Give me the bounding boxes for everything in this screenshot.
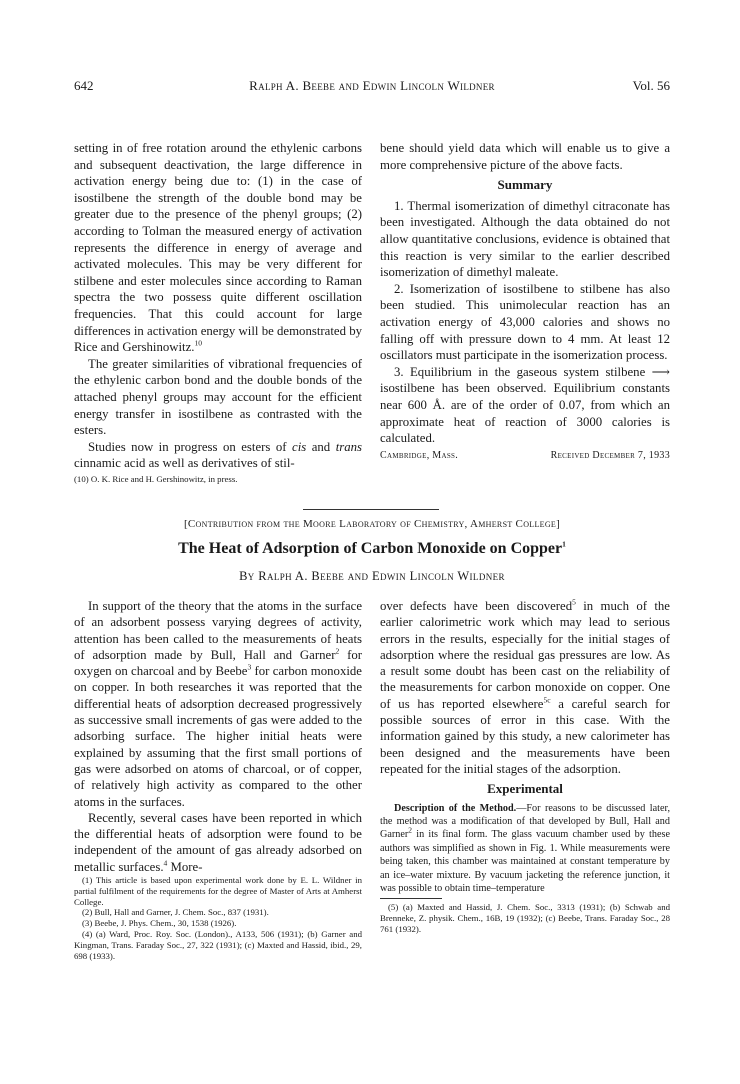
paragraph: In support of the theory that the atoms in the surface of an adsorbent possess varying degrees of activity, attention has been called to the measurements of heats of adsorption made by Bull, Hall and Garner$^2$ for oxygen on charcoal and by Beebe$^3$ for carbon monoxide on copper. In both researches it was reported that the differential heats of adsorption decreased progressively as successive small increments of gas were added to the adsorbing surface. The higher initial heats were explained by assuming that the first small portions of gas were adsorbed on atoms of charcoal, or of copper, of relatively high activity as compared to the other atoms in the surfaces. (74, 599, 362, 809)
paragraph: bene should yield data which will enable us to give a more comprehensive picture of the above facts. (380, 141, 670, 172)
method-lead: Description of the Method. (394, 802, 517, 814)
contribution-line: [Contribution from the Moore Laboratory of Chemistry, Amherst College] (183, 518, 561, 530)
footnotes (74, 875, 362, 961)
summary-heading: Summary (497, 177, 553, 193)
running-header (74, 78, 670, 98)
summary-item: 2. Isomerization of isostilbene to stilbene has also been studied. This unimolecular reaction has an activation energy of 43,000 calories and shows no falling off with pressure down to 4 mm. At least 12 oscillators must participate in the isomerization process. (380, 281, 670, 363)
footnote: (2) Bull, Hall and Garner, J. Chem. Soc., 837 (1931). (82, 907, 269, 918)
footnote: (10) O. K. Rice and H. Gershinowitz, in press. (74, 473, 238, 484)
paragraph: setting in of free rotation around the ethylenic carbons and subsequent deactivation, the large difference in activation energy being due to: (1) in the case of isostilbene the strength of the double bond may be greater due to the presence of the phenyl groups; (2) according to Tolman the measured energy of activation represents the difference in energy of average and activated molecules. This may be very different for stilbene and ester molecules since according to Raman spectra the two possess quite different oscillation frequencies. That this could account for large differences in activation energy will be demonstrated by Rice and Gershinowitz.$^{10}$ (74, 141, 362, 355)
top-right-column (380, 140, 670, 464)
running-title: Ralph A. Beebe and Edwin Lincoln Wildner (249, 78, 495, 93)
footnote-rule (380, 898, 442, 899)
article-title: The Heat of Adsorption of Carbon Monoxide on Copper$^1$ (178, 539, 566, 557)
bottom-left-column (74, 598, 362, 961)
summary-item: 3. Equilibrium in the gaseous system stilbene ⟶ isostilbene has been observed. Equilibrium constants near 600 Å. are of the order of 0.07, from which an approximate heat of reaction of 3000 calories is calculated. (380, 364, 670, 446)
footnotes (380, 902, 670, 934)
paragraph: Studies now in progress on esters of cis and trans cinnamic acid as well as derivatives of stil- (74, 439, 362, 471)
volume-label: Vol. 56 (632, 78, 670, 93)
footnote: (1) This article is based upon experimental work done by E. L. Wildner in partial fulfilment of the requirements for the degree of Master of Arts at Amherst College. (74, 875, 362, 907)
footnote-ref: 10 (194, 338, 202, 348)
summary-item: 1. Thermal isomerization of dimethyl citraconate has been investigated. Although the data obtained do not allow quantitative conclusions, evidence is obtained that this reaction is very similar to the earlier described isomerization of dimethyl maleate. (380, 198, 670, 280)
received-date: Received December 7, 1933 (550, 449, 670, 461)
method-paragraph: Description of the Method.—For reasons to be discussed later, the method was a modification of that developed by Bull, Hall and Garner$^2$ in its final form. The glass vacuum chamber used by these authors was simplified as shown in Fig. 1. While measurements were being taken, this chamber was maintained at constant temperature by an ice–water mixture. By vacuum jacketing the reference junction, it was possible to obtain time–temperature (380, 802, 671, 894)
footnote-ref: 1 (562, 539, 566, 549)
top-left-column (74, 140, 362, 485)
paragraph: The greater similarities of vibrational frequencies of the ethylenic carbon bond and the double bonds of the attached phenyl groups may account for the efficient energy transfer in isostilbene as contrasted with the esters. (74, 356, 362, 438)
article-authors: By Ralph A. Beebe and Edwin Lincoln Wildner (239, 569, 505, 583)
footnote: (5) (a) Maxted and Hassid, J. Chem. Soc., 3313 (1931); (b) Schwab and Brenneke, Z. physik. Chem., 16B, 19 (1932); (c) Beebe, Trans. Faraday Soc., 28 761 (1932). (380, 902, 670, 934)
paragraph: Recently, several cases have been reported in which the differential heats of adsorption were found to be independent of the amount of gas already adsorbed on metallic surfaces.$^4$ More- (74, 810, 362, 874)
page-number: 642 (74, 78, 94, 93)
footnote: (3) Beebe, J. Phys. Chem., 30, 1538 (1926). (82, 918, 237, 929)
location: Cambridge, Mass. (380, 449, 459, 461)
experimental-heading: Experimental (487, 781, 563, 797)
separator-rule (303, 509, 439, 510)
signature-line (380, 448, 670, 465)
footnote: (4) (a) Ward, Proc. Roy. Soc. (London)., A133, 506 (1931); (b) Garner and Kingman, Trans. Faraday Soc., 27, 322 (1931); (c) Maxted and Hassid, ibid., 29, 698 (1933). (74, 929, 362, 961)
paragraph: over defects have been discovered$^5$ in much of the earlier calorimetric work which may lead to serious errors in the results, especially for the initial stages of adsorption where the residual gas pressures are low. As a result some doubt has been cast on the reliability of the measurements for carbon monoxide on copper. One of us has reported elsewhere$^{5c}$ a careful search for possible sources of error in this case. With the information gained by this study, a new calorimeter has been designed and the measurements have been repeated for the initial stages of the adsorption. (380, 597, 670, 776)
bottom-right-column (380, 598, 670, 935)
